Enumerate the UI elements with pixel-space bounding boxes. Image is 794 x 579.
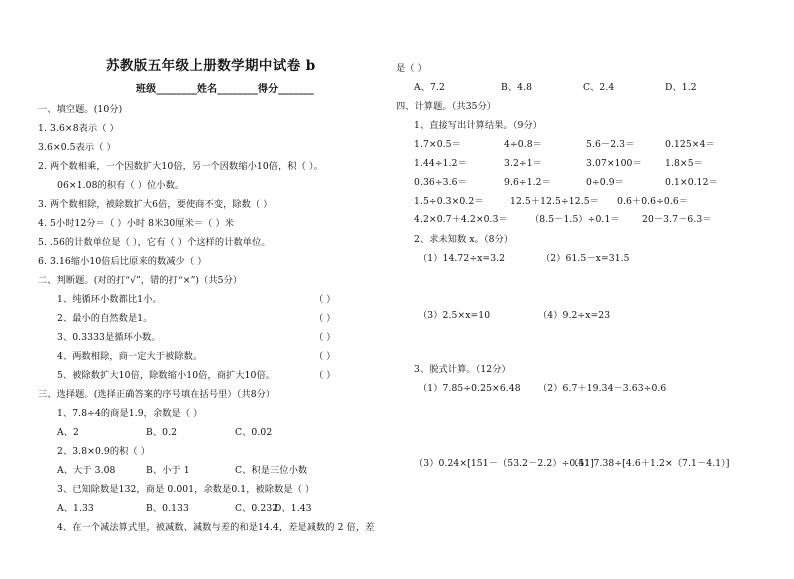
choice-option: C、0.232 <box>235 503 279 514</box>
calc-item: 9.6÷1.2＝ <box>504 177 551 188</box>
choice-option: A、2 <box>57 427 79 438</box>
expression-item: （1）7.85÷0.25×6.48 <box>418 383 521 394</box>
question-continuation: 是（ ） <box>396 63 427 74</box>
question-text: 6. 3.16缩小10倍后比原来的数减少（ ） <box>38 256 207 267</box>
equation-item: （3）2.5×x=10 <box>418 310 491 321</box>
subsection-heading: 1、直接写出计算结果。（9分） <box>414 120 543 131</box>
judge-item: 3、0.3333是循环小数。 <box>57 332 161 343</box>
choice-option: A、7.2 <box>414 82 445 93</box>
choice-option: A、1.33 <box>57 503 94 514</box>
judge-item: 5、被除数扩大10倍，除数缩小10倍，商扩大10倍。 <box>57 370 276 381</box>
calc-item: 5.6－2.3＝ <box>586 139 635 150</box>
subsection-heading: 2、求未知数 x。（8分） <box>414 234 514 245</box>
calc-item: 0.6＋0.6÷0.6＝ <box>617 196 689 207</box>
judge-item: 4、两数相除，商一定大于被除数。 <box>57 351 203 362</box>
calc-item: 1.8×5＝ <box>665 158 703 169</box>
page-title: 苏教版五年级上册数学期中试卷 b <box>106 58 316 74</box>
question-text: 4. 5小时12分＝（ ）小时 8米30厘米＝（ ）米 <box>38 218 235 229</box>
equation-item: （1）14.72÷x=3.2 <box>418 253 506 264</box>
choice-option: B、小于 1 <box>146 465 190 476</box>
choice-option: C、2.4 <box>583 82 615 93</box>
choice-option: D、1.2 <box>665 82 697 93</box>
calc-item: 1.44÷1.2＝ <box>414 158 467 169</box>
answer-paren: （ ） <box>314 313 336 324</box>
choice-question: 1、7.8÷4的商是1.9，余数是（ ） <box>57 408 203 419</box>
calc-item: 12.5＋12.5÷12.5＝ <box>510 196 599 207</box>
calc-item: 4÷0.8＝ <box>504 139 542 150</box>
answer-paren: （ ） <box>314 294 336 305</box>
section-calc-heading: 四、计算题。（共35分） <box>396 101 497 112</box>
expression-item: （3）0.24×[151－（53.2－2.2）÷0.51] <box>414 458 594 469</box>
answer-paren: （ ） <box>314 370 336 381</box>
choice-option: A、大于 3.08 <box>57 465 116 476</box>
calc-item: 3.2÷1＝ <box>504 158 542 169</box>
question-text: 06×1.08的积有（ ）位小数。 <box>57 180 185 191</box>
choice-option: B、0.133 <box>146 503 189 514</box>
expression-item: （2）6.7＋19.34－3.63÷0.6 <box>538 383 667 394</box>
answer-paren: （ ） <box>314 351 336 362</box>
choice-option: B、4.8 <box>501 82 533 93</box>
choice-option: D、1.43 <box>274 503 312 514</box>
calc-item: 20－3.7－6.3＝ <box>642 214 712 225</box>
student-info-line: 班级________姓名________得分_______ <box>136 84 314 95</box>
section-choice-heading: 三、选择题。(选择正确答案的序号填在括号里）（共8分） <box>38 389 276 400</box>
choice-option: B、0.2 <box>146 427 178 438</box>
section-judge-heading: 二、判断题。(对的打“√”，错的打“×”)（共5分） <box>38 275 243 286</box>
choice-question: 4、在一个减法算式里，被减数、减数与差的和是14.4，差是减数的 2 倍，差 <box>57 522 375 533</box>
judge-item: 2、最小的自然数是1。 <box>57 313 153 324</box>
choice-question: 2、3.8×0.9的积（ ） <box>57 446 151 457</box>
calc-item: 1.7×0.5＝ <box>414 139 461 150</box>
equation-item: （4）9.2÷x=23 <box>538 310 611 321</box>
equation-item: （2）61.5－x=31.5 <box>541 253 630 264</box>
calc-item: 4.2×0.7＋4.2×0.3＝ <box>414 214 508 225</box>
calc-item: 0.36÷3.6＝ <box>414 177 467 188</box>
question-text: 5. .56的计数单位是（ ），它有（ ）个这样的计数单位。 <box>38 237 271 248</box>
calc-item: 1.5÷0.3×0.2＝ <box>414 196 484 207</box>
judge-item: 1、纯循环小数都比1小。 <box>57 294 162 305</box>
section-fill-heading: 一、填空题。(10分) <box>38 104 123 115</box>
calc-item: （8.5－1.5）÷0.1＝ <box>530 214 620 225</box>
calc-item: 3.07×100＝ <box>586 158 642 169</box>
subsection-heading: 3、脱式计算。（12分） <box>414 364 511 375</box>
question-text: 3. 两个数相除，被除数扩大6倍，要使商不变，除数（ ） <box>38 199 273 210</box>
calc-item: 0.125×4＝ <box>665 139 715 150</box>
choice-option: C、0.02 <box>235 427 273 438</box>
choice-question: 3、已知除数是132，商是 0.001，余数是0.1，被除数是（ ） <box>57 484 315 495</box>
question-text: 1. 3.6×8表示（ ） <box>38 123 119 134</box>
expression-item: （4）7.38÷[4.6＋1.2×（7.1－4.1）] <box>569 458 730 469</box>
calc-item: 0.1×0.12＝ <box>665 177 718 188</box>
question-text: 2. 两个数相乘，一个因数扩大10倍，另一个因数缩小10倍，积（ ）。 <box>38 161 323 172</box>
answer-paren: （ ） <box>314 332 336 343</box>
question-text: 3.6×0.5表示（ ） <box>38 142 116 153</box>
calc-item: 0÷0.9＝ <box>586 177 624 188</box>
choice-option: C、积是三位小数 <box>235 465 308 476</box>
